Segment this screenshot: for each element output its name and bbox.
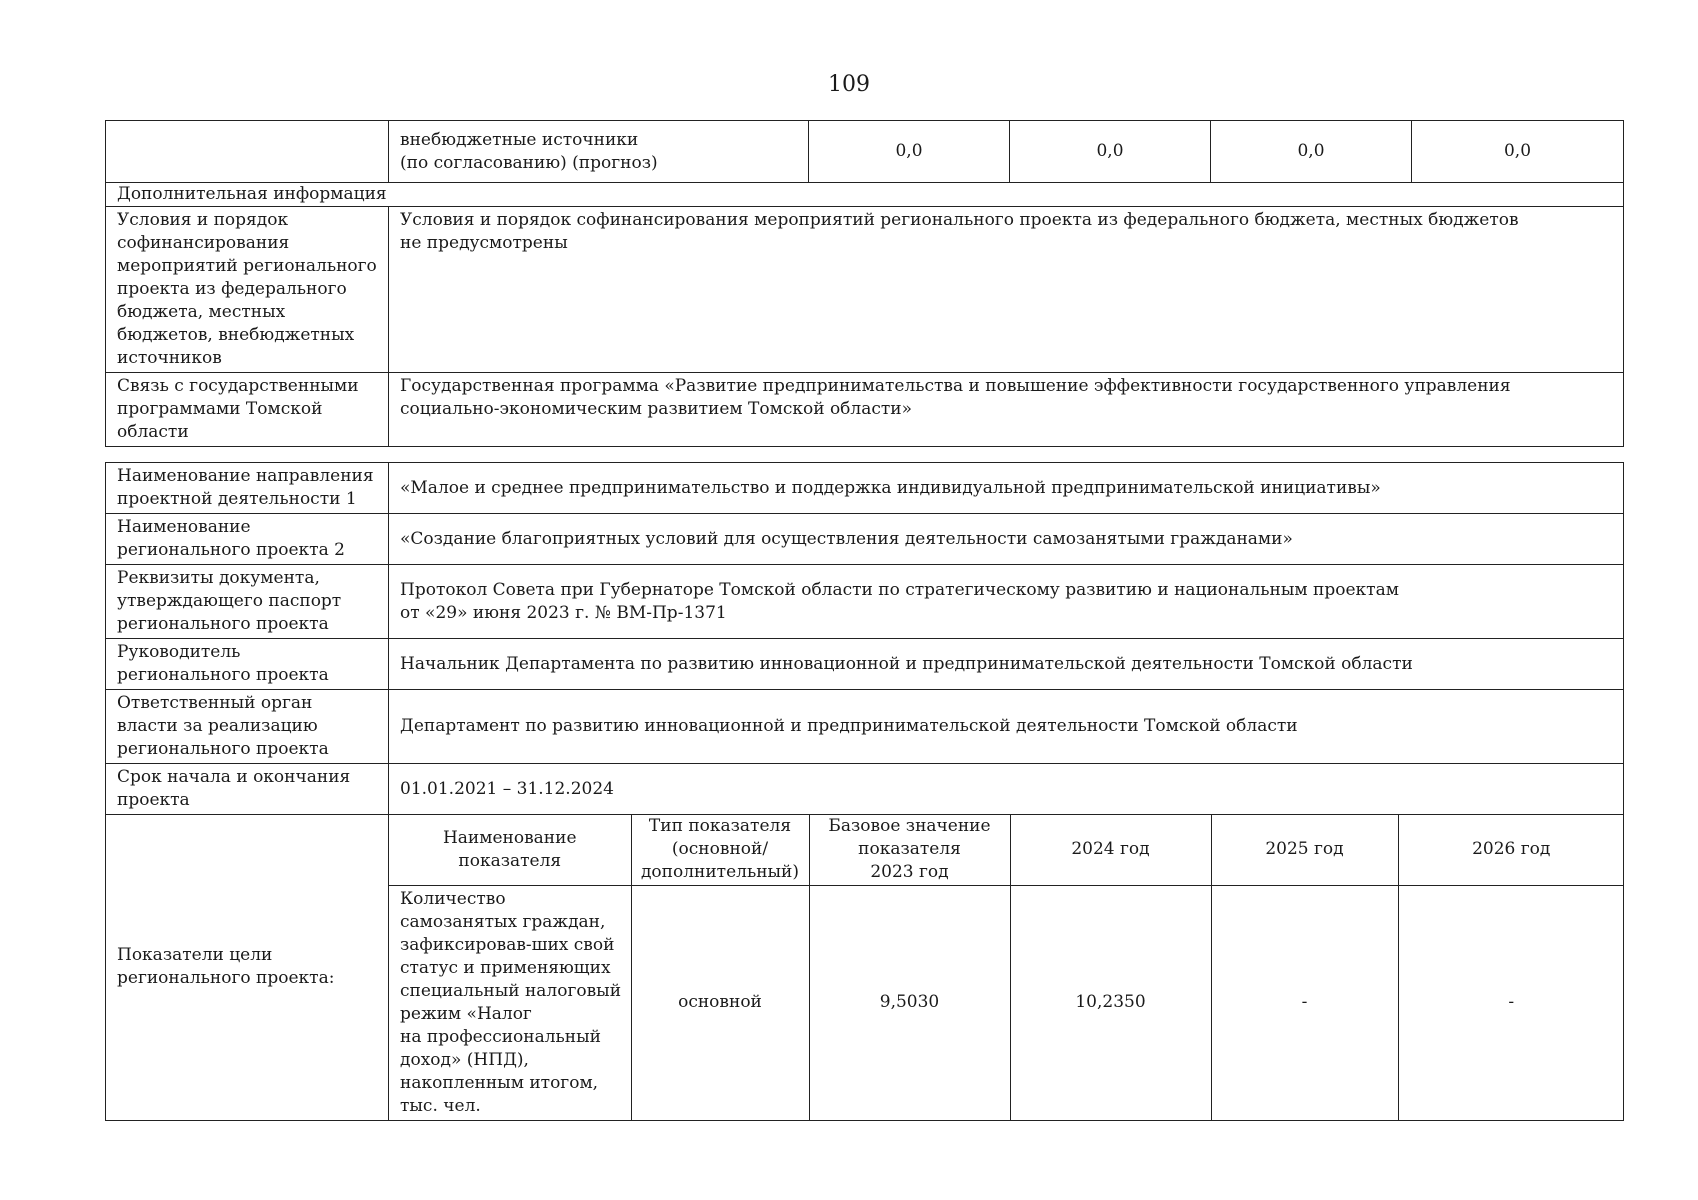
project-name-row [106, 514, 1624, 565]
indicator-type: основной [631, 885, 809, 1120]
sources-value-3: 0,0 [1211, 121, 1412, 183]
indicators-label: Показатели цели регионального проекта: [106, 815, 389, 1121]
sources-label: внебюджетные источники (по согласованию) (прогноз) [389, 121, 809, 183]
project-name-text: «Создание благоприятных условий для осуществления деятельности самозанятыми гражданами» [389, 514, 1624, 565]
header-indicator-type: Тип показателя (основной/ дополнительный) [631, 815, 809, 885]
indicator-2026: - [1398, 885, 1624, 1120]
program-link-label: Связь с государственными программами Томской области [106, 373, 389, 447]
direction-text: «Малое и среднее предпринимательство и поддержка индивидуальной предпринимательской инициативы» [389, 463, 1624, 514]
indicator-row [389, 885, 1624, 1120]
cofinancing-label: Условия и порядок софинансирования мероприятий регионального проекта из федерального бюджета, местных бюджетов, внебюджетных источников [106, 207, 389, 373]
indicators-cell [389, 815, 1624, 1121]
sources-value-4: 0,0 [1412, 121, 1624, 183]
indicators-header-row [389, 815, 1624, 885]
indicator-base: 9,5030 [809, 885, 1010, 1120]
term-row [106, 764, 1624, 815]
program-link-row [106, 373, 1624, 447]
header-2024: 2024 год [1010, 815, 1211, 885]
indicators-table [389, 815, 1624, 1120]
direction-label: Наименование направления проектной деятельности 1 [106, 463, 389, 514]
indicator-2024: 10,2350 [1010, 885, 1211, 1120]
cofinancing-row [106, 207, 1624, 373]
head-row [106, 639, 1624, 690]
page-number: 109 [828, 72, 870, 97]
document-row [106, 565, 1624, 639]
header-indicator-name: Наименование показателя [389, 815, 631, 885]
project-name-label: Наименование регионального проекта 2 [106, 514, 389, 565]
sources-row [106, 121, 1624, 183]
sources-value-1: 0,0 [809, 121, 1010, 183]
header-2025: 2025 год [1211, 815, 1398, 885]
document-text: Протокол Совета при Губернаторе Томской области по стратегическому развитию и национальным проектам от «29» июня 2023 г. № ВМ-Пр-1371 [389, 565, 1624, 639]
authority-row [106, 690, 1624, 764]
section-header: Дополнительная информация [106, 183, 1624, 207]
financing-table [105, 120, 1624, 447]
direction-row [106, 463, 1624, 514]
empty-cell [106, 121, 389, 183]
indicators-row [106, 815, 1624, 1121]
head-label: Руководитель регионального проекта [106, 639, 389, 690]
document-label: Реквизиты документа, утверждающего паспорт регионального проекта [106, 565, 389, 639]
authority-label: Ответственный орган власти за реализацию регионального проекта [106, 690, 389, 764]
program-link-text: Государственная программа «Развитие предпринимательства и повышение эффективности государственного управления социально-экономическим развитием Томской области» [389, 373, 1624, 447]
term-label: Срок начала и окончания проекта [106, 764, 389, 815]
head-text: Начальник Департамента по развитию инновационной и предпринимательской деятельности Томской области [389, 639, 1624, 690]
indicator-name: Количество самозанятых граждан, зафиксировав-ших свой статус и применяющих специальный налоговый режим «Налог на профессиональный доход» (НПД), накопленным итогом, тыс. чел. [389, 885, 631, 1120]
project-passport-table [105, 462, 1624, 1121]
sources-value-2: 0,0 [1010, 121, 1211, 183]
authority-text: Департамент по развитию инновационной и предпринимательской деятельности Томской области [389, 690, 1624, 764]
cofinancing-text: Условия и порядок софинансирования мероприятий регионального проекта из федерального бюджета, местных бюджетов не предусмотрены [389, 207, 1624, 373]
indicator-2025: - [1211, 885, 1398, 1120]
header-2026: 2026 год [1398, 815, 1624, 885]
section-header-row [106, 183, 1624, 207]
term-text: 01.01.2021 – 31.12.2024 [389, 764, 1624, 815]
header-base-value: Базовое значение показателя 2023 год [809, 815, 1010, 885]
